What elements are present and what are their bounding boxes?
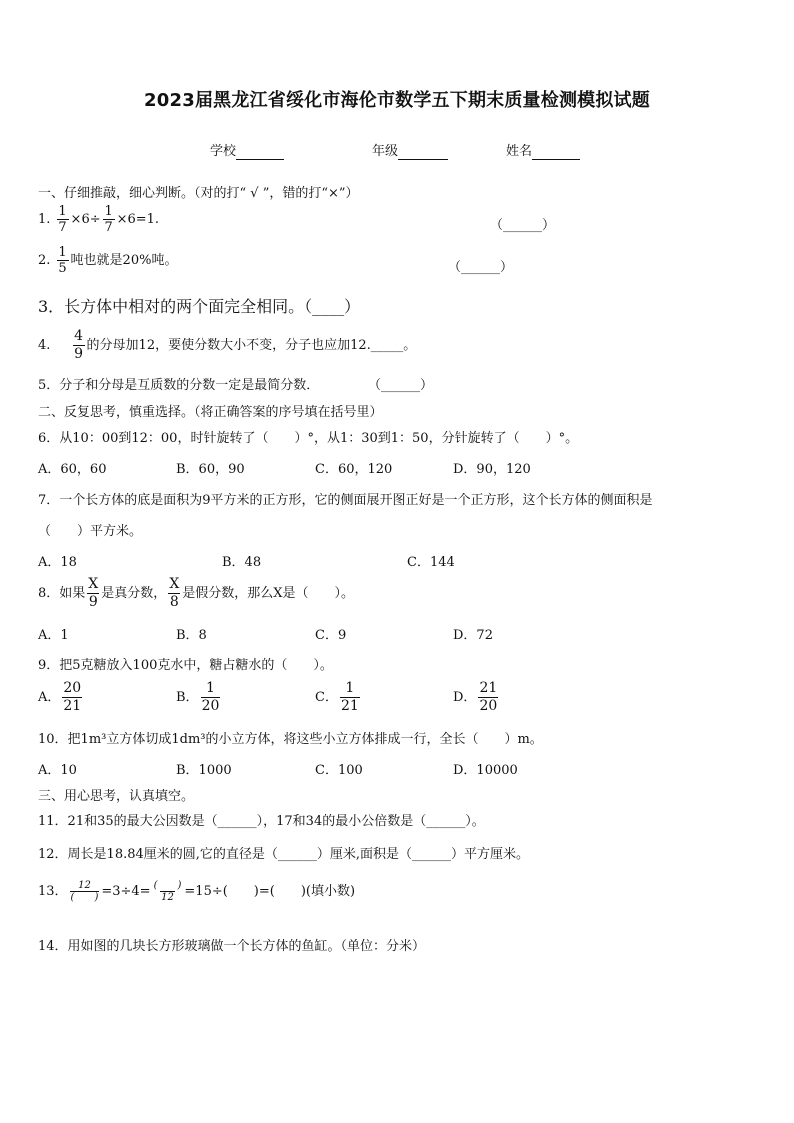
answer-paren[interactable]: （______） (368, 378, 434, 393)
question-number: 2. (38, 253, 51, 268)
question-8 (38, 576, 354, 611)
question-14: 14．用如图的几块长方形玻璃做一个长方体的鱼缸。（单位：分米） (38, 939, 426, 954)
expression-text: =3÷4= (101, 884, 151, 899)
question-6: 6．从10：00到12：00，时针旋转了（ ）°，从1：30到1：50，分针旋转了（ ）°。 (38, 431, 579, 446)
fraction: $\frac{1}{20}$ (201, 680, 220, 714)
option-d[interactable]: D．72 (453, 628, 493, 643)
option-a[interactable]: A．18 (38, 555, 77, 570)
fraction: $\frac{4}{9}$ (74, 328, 83, 362)
option-b[interactable]: B．60，90 (176, 462, 245, 477)
question-text: 是真分数， (101, 586, 167, 601)
fraction: $\frac{20}{21}$ (63, 680, 82, 714)
option-a[interactable]: A．60，60 (38, 462, 107, 477)
name-input[interactable] (532, 144, 580, 160)
option-b[interactable]: B．1000 (176, 763, 232, 778)
question-2 (38, 245, 177, 276)
page-title: 2023届黑龙江省绥化市海伦市数学五下期末质量检测模拟试题 (144, 90, 650, 111)
option-c[interactable]: C． $\frac{1}{21}$ (315, 680, 359, 714)
question-text: 5．分子和分母是互质数的分数一定是最简分数． (38, 378, 320, 393)
fraction: $\frac{1}{5}$ (58, 245, 67, 276)
question-7-line-2: （ ）平方米。 (38, 524, 143, 539)
fraction: $\frac{1}{7}$ (58, 204, 67, 235)
answer-paren[interactable]: （______） (448, 260, 514, 275)
grade-input[interactable] (398, 144, 448, 160)
question-text: 是假分数，那么X是（ ）。 (182, 586, 355, 601)
option-d[interactable]: D．10000 (453, 763, 518, 778)
question-1 (38, 204, 159, 235)
question-number: 1. (38, 212, 51, 227)
question-13 (38, 880, 355, 903)
fraction: $\frac{X}{9}$ (88, 576, 99, 610)
fraction: $\frac{21}{20}$ (479, 680, 498, 714)
option-a[interactable]: A． $\frac{20}{21}$ (38, 680, 82, 714)
option-a[interactable]: A．1 (38, 628, 69, 643)
fraction: $\frac{X}{8}$ (169, 576, 180, 610)
name-field (506, 140, 580, 160)
question-text: 8．如果 (38, 586, 86, 601)
question-5 (38, 374, 319, 393)
question-9: 9．把5克糖放入100克水中，糖占糖水的（ ）。 (38, 658, 333, 673)
grade-label: 年级 (372, 144, 399, 159)
answer-paren[interactable]: （______） (490, 218, 556, 233)
expression-text: ×6=1. (116, 212, 160, 227)
question-11: 11．21和35的最大公因数是（______），17和34的最小公倍数是（______）。 (38, 814, 485, 829)
question-4 (38, 328, 416, 363)
fraction: $\frac{1}{7}$ (104, 204, 113, 235)
fraction: $\frac{1}{21}$ (340, 680, 359, 714)
option-b[interactable]: B．48 (222, 555, 262, 570)
name-label: 姓名 (506, 144, 533, 159)
option-c[interactable]: C．9 (315, 628, 347, 643)
option-c[interactable]: C．60，120 (315, 462, 393, 477)
option-a[interactable]: A．10 (38, 763, 77, 778)
fraction: $\frac{12}{( )}$ (70, 880, 99, 903)
question-text: 的分母加12，要使分数大小不变，分子也应加12._____。 (86, 338, 417, 353)
school-input[interactable] (236, 144, 284, 160)
option-b[interactable]: B． $\frac{1}{20}$ (176, 680, 220, 714)
question-number: 4. (38, 338, 51, 353)
question-10: 10．把1m³立方体切成1dm³的小立方体，将这些小立方体排成一行，全长（ ）m。 (38, 732, 543, 747)
section-2-heading: 二、反复思考，慎重选择。（将正确答案的序号填在括号里） (38, 405, 383, 420)
expression-text: =15÷( )=( )(填小数) (184, 884, 356, 899)
section-3-heading: 三、用心思考，认真填空。 (38, 789, 195, 804)
school-field (210, 140, 284, 160)
question-number: 13． (38, 884, 68, 899)
question-3: 3．长方体中相对的两个面完全相同。（____） (38, 297, 361, 316)
expression-text: ×6÷ (70, 212, 101, 227)
question-text: 吨也就是20%吨。 (70, 253, 178, 268)
option-d[interactable]: D． $\frac{21}{20}$ (453, 680, 498, 714)
section-1-heading: 一、仔细推敲，细心判断。（对的打“ √ ”，错的打“×”） (38, 186, 359, 201)
school-label: 学校 (210, 144, 237, 159)
option-b[interactable]: B．8 (176, 628, 207, 643)
question-12: 12．周长是18.84厘米的圆,它的直径是（______）厘米,面积是（______）平方厘米。 (38, 847, 530, 862)
fraction: $\frac{( )}{12}$ (153, 880, 182, 903)
option-d[interactable]: D．90，120 (453, 462, 531, 477)
grade-field (372, 140, 448, 160)
option-c[interactable]: C．144 (407, 555, 455, 570)
question-7-line-1: 7．一个长方体的底是面积为9平方米的正方形，它的侧面展开图正好是一个正方形，这个长方体的侧面积是 (38, 493, 653, 508)
option-c[interactable]: C．100 (315, 763, 363, 778)
